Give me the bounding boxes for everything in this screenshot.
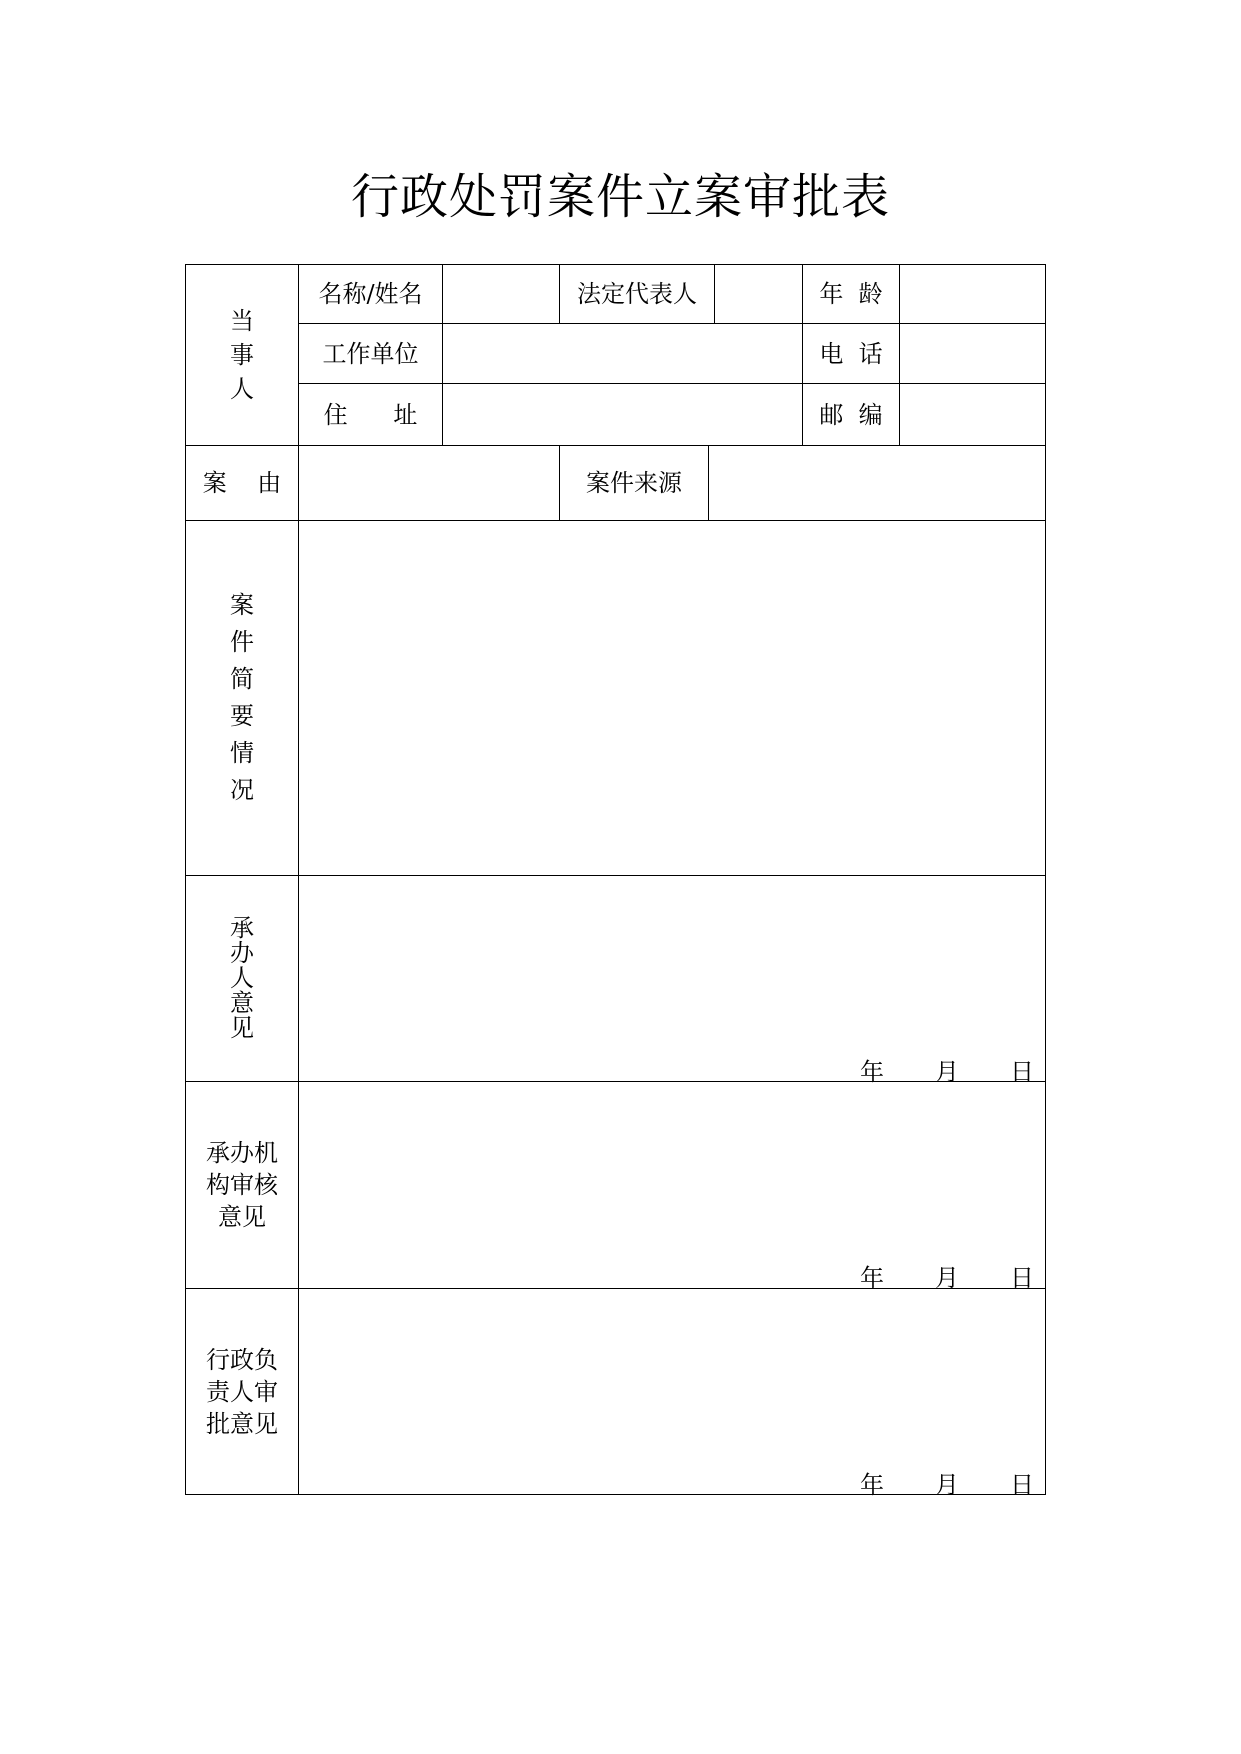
- case-summary-label-char: 案: [230, 591, 254, 619]
- case-cause-label: 案 由: [202, 469, 282, 497]
- case-summary-label-char: 件: [230, 628, 254, 656]
- head-approval-label-line: 责人审: [206, 1377, 278, 1406]
- case-summary-label-char: 要: [230, 702, 254, 730]
- handler-date-month: 月: [935, 1058, 959, 1086]
- form-title: 行政处罚案件立案审批表: [350, 169, 890, 225]
- party-label-char: 事: [230, 341, 254, 369]
- age-label: 年 龄: [819, 280, 883, 308]
- case-source-field[interactable]: [709, 446, 1045, 520]
- employer-label: 工作单位: [322, 339, 419, 368]
- case-summary-label-char: 情: [230, 739, 254, 767]
- agency-review-label-line: 承办机: [206, 1139, 278, 1167]
- case-summary-field[interactable]: [299, 521, 1045, 875]
- phone-field[interactable]: [900, 324, 1045, 383]
- case-summary-label-char: 简: [230, 665, 254, 693]
- handler-opinion-label-char: 见: [230, 1014, 254, 1042]
- postcode-field[interactable]: [900, 384, 1045, 445]
- agency-review-label-line: 意见: [218, 1203, 266, 1231]
- case-summary-label: [186, 521, 298, 875]
- head-date-month: 月: [935, 1471, 959, 1499]
- party-label: [186, 265, 298, 445]
- handler-opinion-label: [186, 876, 298, 1081]
- postcode-label: 邮 编: [819, 400, 883, 429]
- agency-date-month: 月: [935, 1264, 959, 1292]
- head-approval-label-line: 批意见: [206, 1409, 278, 1438]
- legal-representative-field[interactable]: [715, 265, 802, 323]
- head-date-year: 年: [860, 1471, 884, 1499]
- address-field[interactable]: [443, 384, 802, 445]
- agency-review-label: [186, 1082, 298, 1288]
- handler-opinion-label-char: 人: [230, 964, 254, 992]
- head-approval-field[interactable]: [299, 1289, 1045, 1449]
- handler-opinion-label-char: 意: [230, 989, 254, 1017]
- handler-date-day: 日: [1010, 1058, 1034, 1086]
- head-approval-label-line: 行政负: [206, 1345, 278, 1374]
- name-field[interactable]: [443, 265, 559, 323]
- name-label: 名称/姓名: [318, 280, 423, 308]
- head-approval-label: [186, 1289, 298, 1494]
- party-label-char: 人: [230, 375, 254, 403]
- agency-review-field[interactable]: [299, 1082, 1045, 1242]
- agency-review-label-line: 构审核: [206, 1171, 278, 1199]
- handler-opinion-label-char: 承: [230, 914, 254, 942]
- employer-field[interactable]: [443, 324, 802, 383]
- case-source-label: 案件来源: [586, 469, 682, 497]
- handler-opinion-field[interactable]: [299, 876, 1045, 1036]
- agency-date-year: 年: [860, 1264, 884, 1292]
- handler-date-year: 年: [860, 1058, 884, 1086]
- agency-date-day: 日: [1010, 1264, 1034, 1292]
- case-summary-label-char: 况: [230, 776, 254, 804]
- head-date-day: 日: [1010, 1471, 1034, 1499]
- address-label: 住 址: [323, 400, 418, 429]
- case-cause-field[interactable]: [299, 446, 559, 520]
- legal-representative-label: 法定代表人: [577, 280, 697, 308]
- table-border-bottom: [185, 1494, 1046, 1495]
- handler-opinion-label-char: 办: [230, 939, 254, 967]
- party-label-char: 当: [230, 307, 254, 335]
- age-field[interactable]: [900, 265, 1045, 323]
- table-border-right: [1045, 264, 1046, 1495]
- phone-label: 电 话: [819, 339, 883, 368]
